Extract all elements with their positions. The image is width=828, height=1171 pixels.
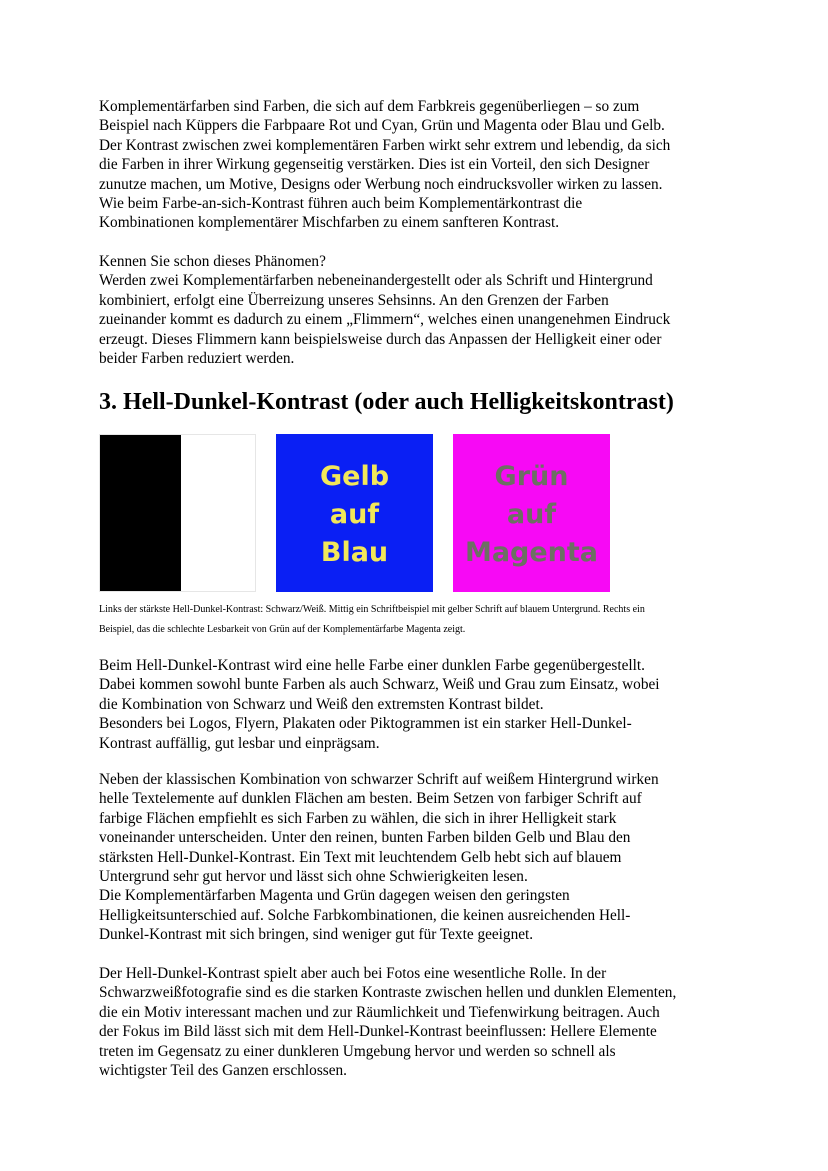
text-line: Die Komplementärfarben Magenta und Grün dagegen weisen den geringsten: [99, 887, 570, 905]
figure-word: Grün: [494, 461, 569, 492]
text-line: treten im Gegensatz zu einer dunkleren Umgebung hervor und werden so schnell als: [99, 1042, 616, 1060]
text-line: Wie beim Farbe-an-sich-Kontrast führen auch beim Komplementärkontrast die: [99, 195, 583, 213]
body-paragraph-3: [99, 964, 739, 1080]
text-line: Der Kontrast zwischen zwei komplementären Farben wirkt sehr extrem und lebendig, da sich: [99, 136, 671, 154]
green-on-magenta-text: [453, 458, 610, 572]
figure-word: Magenta: [464, 537, 599, 568]
section-heading: 3. Hell-Dunkel-Kontrast (oder auch Helligkeitskontrast): [99, 389, 674, 415]
black-half: [100, 435, 181, 591]
black-white-figure: [99, 434, 256, 592]
caption-line: Links der stärkste Hell-Dunkel-Kontrast: Schwarz/Weiß. Mittig ein Schriftbeispiel mit gelber Schrift auf blauem Untergrund. Rechts ein: [99, 604, 645, 615]
text-line: Kennen Sie schon dieses Phänomen?: [99, 253, 326, 270]
text-line: farbige Flächen empfiehlt es sich Farben zu wählen, die sich in ihrer Helligkeit stark: [99, 809, 617, 827]
text-line: die ein Motiv interessant machen und zur Räumlichkeit und Tiefenwirkung beitragen. Auch: [99, 1003, 660, 1021]
text-line: Besonders bei Logos, Flyern, Plakaten oder Piktogrammen ist ein starker Hell-Dunkel-: [99, 715, 632, 733]
text-line: erzeugt. Dieses Flimmern kann beispielsweise durch das Anpassen der Helligkeit einer oder: [99, 330, 662, 348]
yellow-on-blue-figure: [276, 434, 433, 592]
text-line: Werden zwei Komplementärfarben nebeneinandergestellt oder als Schrift und Hintergrund: [99, 272, 653, 290]
text-line: Beispiel nach Küppers die Farbpaare Rot und Cyan, Grün und Magenta oder Blau und Gelb.: [99, 117, 665, 135]
green-on-magenta-figure: [453, 434, 610, 592]
text-line: Neben der klassischen Kombination von schwarzer Schrift auf weißem Hintergrund wirken: [99, 771, 659, 788]
text-line: Dabei kommen sowohl bunte Farben als auch Schwarz, Weiß und Grau zum Einsatz, wobei: [99, 676, 660, 694]
text-line: zunutze machen, um Motive, Designs oder Werbung noch eindrucksvoller wirken zu lassen.: [99, 175, 663, 193]
text-line: stärksten Hell-Dunkel-Kontrast. Ein Text mit leuchtendem Gelb hebt sich auf blauem: [99, 848, 622, 866]
figure-word: auf: [506, 499, 557, 530]
text-line: Der Hell-Dunkel-Kontrast spielt aber auch bei Fotos eine wesentliche Rolle. In der: [99, 965, 607, 982]
caption-line: Beispiel, das die schlechte Lesbarkeit von Grün auf der Komplementärfarbe Magenta zeigt.: [99, 624, 466, 635]
body-paragraph-1: [99, 656, 739, 753]
text-line: Komplementärfarben sind Farben, die sich auf dem Farbkreis gegenüberliegen – so zum: [99, 98, 640, 115]
intro-paragraph: [99, 97, 739, 233]
text-line: die Farben in ihrer Wirkung gegenseitig verstärken. Dies ist ein Vorteil, den sich Designer: [99, 156, 650, 174]
text-line: kombiniert, erfolgt eine Überreizung unseres Sehsinns. An den Grenzen der Farben: [99, 291, 609, 309]
text-line: Untergrund sehr gut hervor und lässt sich ohne Schwierigkeiten lesen.: [99, 868, 528, 886]
yellow-on-blue-text: [276, 458, 433, 572]
text-line: die Kombination von Schwarz und Weiß den extremsten Kontrast bildet.: [99, 695, 544, 713]
text-line: der Fokus im Bild lässt sich mit dem Hell-Dunkel-Kontrast beeinflussen: Hellere Elemente: [99, 1023, 657, 1041]
figure-word: Gelb: [319, 461, 390, 492]
text-line: zueinander kommt es dadurch zu einem „Flimmern“, welches einen unangenehmen Eindruck: [99, 311, 671, 329]
text-line: Kombinationen komplementärer Mischfarben zu einem sanfteren Kontrast.: [99, 214, 560, 232]
figure-caption: [99, 600, 739, 640]
figure-word: auf: [329, 499, 380, 530]
figure-word: Blau: [320, 537, 389, 568]
text-line: Dunkel-Kontrast mit sich bringen, sind weniger gut für Texte geeignet.: [99, 926, 534, 944]
body-paragraph-2: [99, 770, 739, 945]
text-line: Beim Hell-Dunkel-Kontrast wird eine helle Farbe einer dunklen Farbe gegenübergestellt.: [99, 657, 645, 674]
text-line: helle Textelemente auf dunklen Flächen am besten. Beim Setzen von farbiger Schrift auf: [99, 790, 642, 808]
text-line: wichtigster Teil des Ganzen erschlossen.: [99, 1062, 347, 1080]
text-line: Kontrast auffällig, gut lesbar und einprägsam.: [99, 734, 380, 752]
phenomenon-paragraph: [99, 252, 739, 368]
text-line: beider Farben reduziert werden.: [99, 350, 295, 368]
text-line: voneinander unterscheiden. Unter den reinen, bunten Farben bilden Gelb und Blau den: [99, 829, 631, 847]
text-line: Helligkeitsunterschied auf. Solche Farbkombinationen, die keinen ausreichenden Hell-: [99, 906, 631, 924]
text-line: Schwarzweißfotografie sind es die starken Kontraste zwischen hellen und dunklen Elementen,: [99, 984, 677, 1002]
